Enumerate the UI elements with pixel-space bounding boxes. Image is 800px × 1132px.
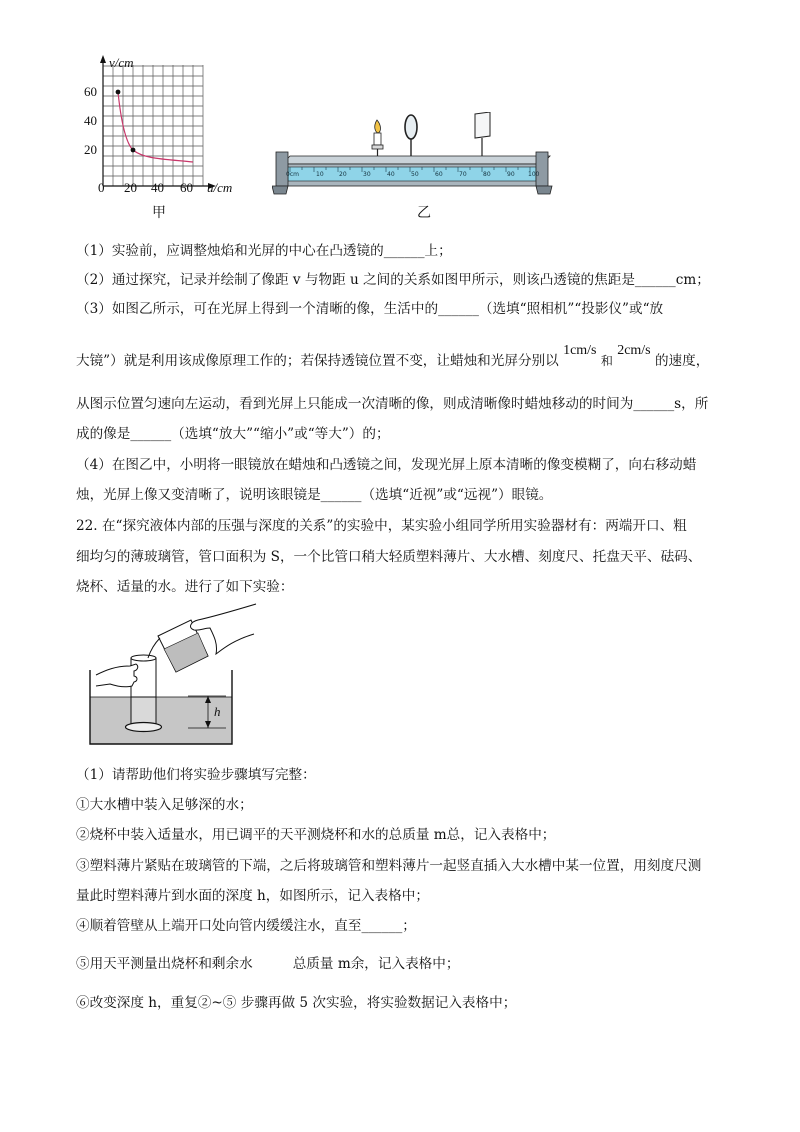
ruler-label-10: 10: [316, 171, 324, 178]
q22-step1: ①大水槽中装入足够深的水；: [76, 797, 253, 813]
ruler-label-0: 0cm: [286, 171, 299, 178]
q22-step5-part2: 总质量 m余，记入表格中；: [292, 956, 460, 972]
q21-part3-line2: [76, 343, 710, 371]
graph-figure: [78, 55, 258, 225]
q22-step3-line2: 量此时塑料薄片到水面的深度 h，如图所示，记入表格中；: [76, 888, 429, 904]
ruler-label-50: 50: [411, 171, 419, 178]
x-tick-20: 20: [124, 180, 137, 195]
x-tick-0: 0: [98, 180, 105, 195]
q21-part3-line2-text: 大镜”）就是利用该成像原理工作的；若保持透镜位置不变，让蜡烛和光屏分别以: [76, 353, 559, 369]
data-point-2: [131, 148, 136, 153]
q22-line3: 烧杯、适量的水。进行了如下实验：: [76, 579, 294, 595]
depth-label: h: [214, 704, 221, 719]
q21-part3-line3: 从图示位置匀速向左运动，看到光屏上只能成一次清晰的像，则成清晰像时蜡烛移动的时间为______s，所: [76, 396, 709, 412]
x-tick-40: 40: [151, 180, 164, 195]
y-tick-20: 20: [84, 142, 97, 157]
q21-part4-line2: 烛，光屏上像又变清晰了，说明该眼镜是______（选填“近视”或“远视”）眼镜。: [76, 487, 553, 503]
q21-part4-line1: （4）在图乙中，小明将一眼镜放在蜡烛和凸透镜之间，发现光屏上原本清晰的像变模糊了，向右移动蜡: [76, 457, 697, 473]
q22-step3-line1: ③塑料薄片紧贴在玻璃管的下端，之后将玻璃管和塑料薄片一起竖直插入大水槽中某一位置，用刻度尺测: [76, 858, 702, 874]
ruler-label-90: 90: [507, 171, 515, 178]
ruler-label-30: 30: [363, 171, 371, 178]
plastic-sheet: [126, 723, 162, 732]
ruler-label-100: 100: [528, 171, 540, 178]
q21-part3-line4: 成的像是______（选填“放大”“缩小”或“等大”）的；: [76, 426, 390, 442]
figure-caption-jia: 甲: [152, 205, 166, 221]
x-tick-60: 60: [180, 180, 193, 195]
q22-step-intro: （1）请帮助他们将实验步骤填写完整：: [76, 767, 316, 783]
ruler-label-80: 80: [483, 171, 491, 178]
q21-part3-line1: （3）如图乙所示，可在光屏上得到一个清晰的像，生活中的______（选填“照相机”“投影仪”或“放: [76, 301, 664, 317]
data-point-1: [116, 90, 121, 95]
q22-step5-part1: ⑤用天平测量出烧杯和剩余水: [76, 956, 253, 972]
and-word: 和: [600, 354, 613, 368]
ruler-label-40: 40: [387, 171, 395, 178]
q22-line1: 22. 在“探究液体内部的压强与深度的关系”的实验中，某实验小组同学所用实验器材有：两端开口、粗: [76, 518, 687, 534]
q22-step5: [76, 955, 459, 973]
speed-candle: 1cm/s: [563, 343, 597, 358]
image-distance-curve: [118, 92, 193, 162]
y-tick-40: 40: [84, 113, 97, 128]
q22-step6: ⑥改变深度 h，重复②~⑤ 步骤再做 5 次实验，将实验数据记入表格中；: [76, 995, 517, 1011]
speed-screen: 2cm/s: [617, 343, 651, 358]
figure-caption-yi: 乙: [417, 205, 431, 221]
optical-bench-figure: [272, 112, 558, 198]
q21-part2: （2）通过探究，记录并绘制了像距 v 与物距 u 之间的关系如图甲所示，则该凸透镜的焦距是______cm；: [76, 272, 710, 288]
q22-step2: ②烧杯中装入适量水，用已调平的天平测烧杯和水的总质量 m总，记入表格中；: [76, 827, 556, 843]
ruler-scale: [286, 171, 538, 181]
q22-step4: ④顺着管壁从上端开口处向管内缓缓注水，直至______；: [76, 918, 416, 934]
ruler-label-70: 70: [459, 171, 467, 178]
water-region: [90, 697, 232, 744]
left-hand: [96, 664, 138, 687]
ruler-label-60: 60: [435, 171, 443, 178]
q22-line2: 细均匀的薄玻璃管，管口面积为 S，一个比管口稍大轻质塑料薄片、大水槽、刻度尺、托盘天平、砝码、: [76, 549, 702, 565]
ruler-label-20: 20: [339, 171, 347, 178]
q21-part1: （1）实验前，应调整烛焰和光屏的中心在凸透镜的______上；: [76, 243, 452, 259]
y-tick-60: 60: [84, 84, 97, 99]
y-axis-label: v/cm: [109, 55, 134, 70]
x-axis-label: u/cm: [207, 180, 233, 195]
q21-part3-line2-end: 的速度，: [654, 353, 710, 369]
experiment-figure: [86, 600, 266, 750]
